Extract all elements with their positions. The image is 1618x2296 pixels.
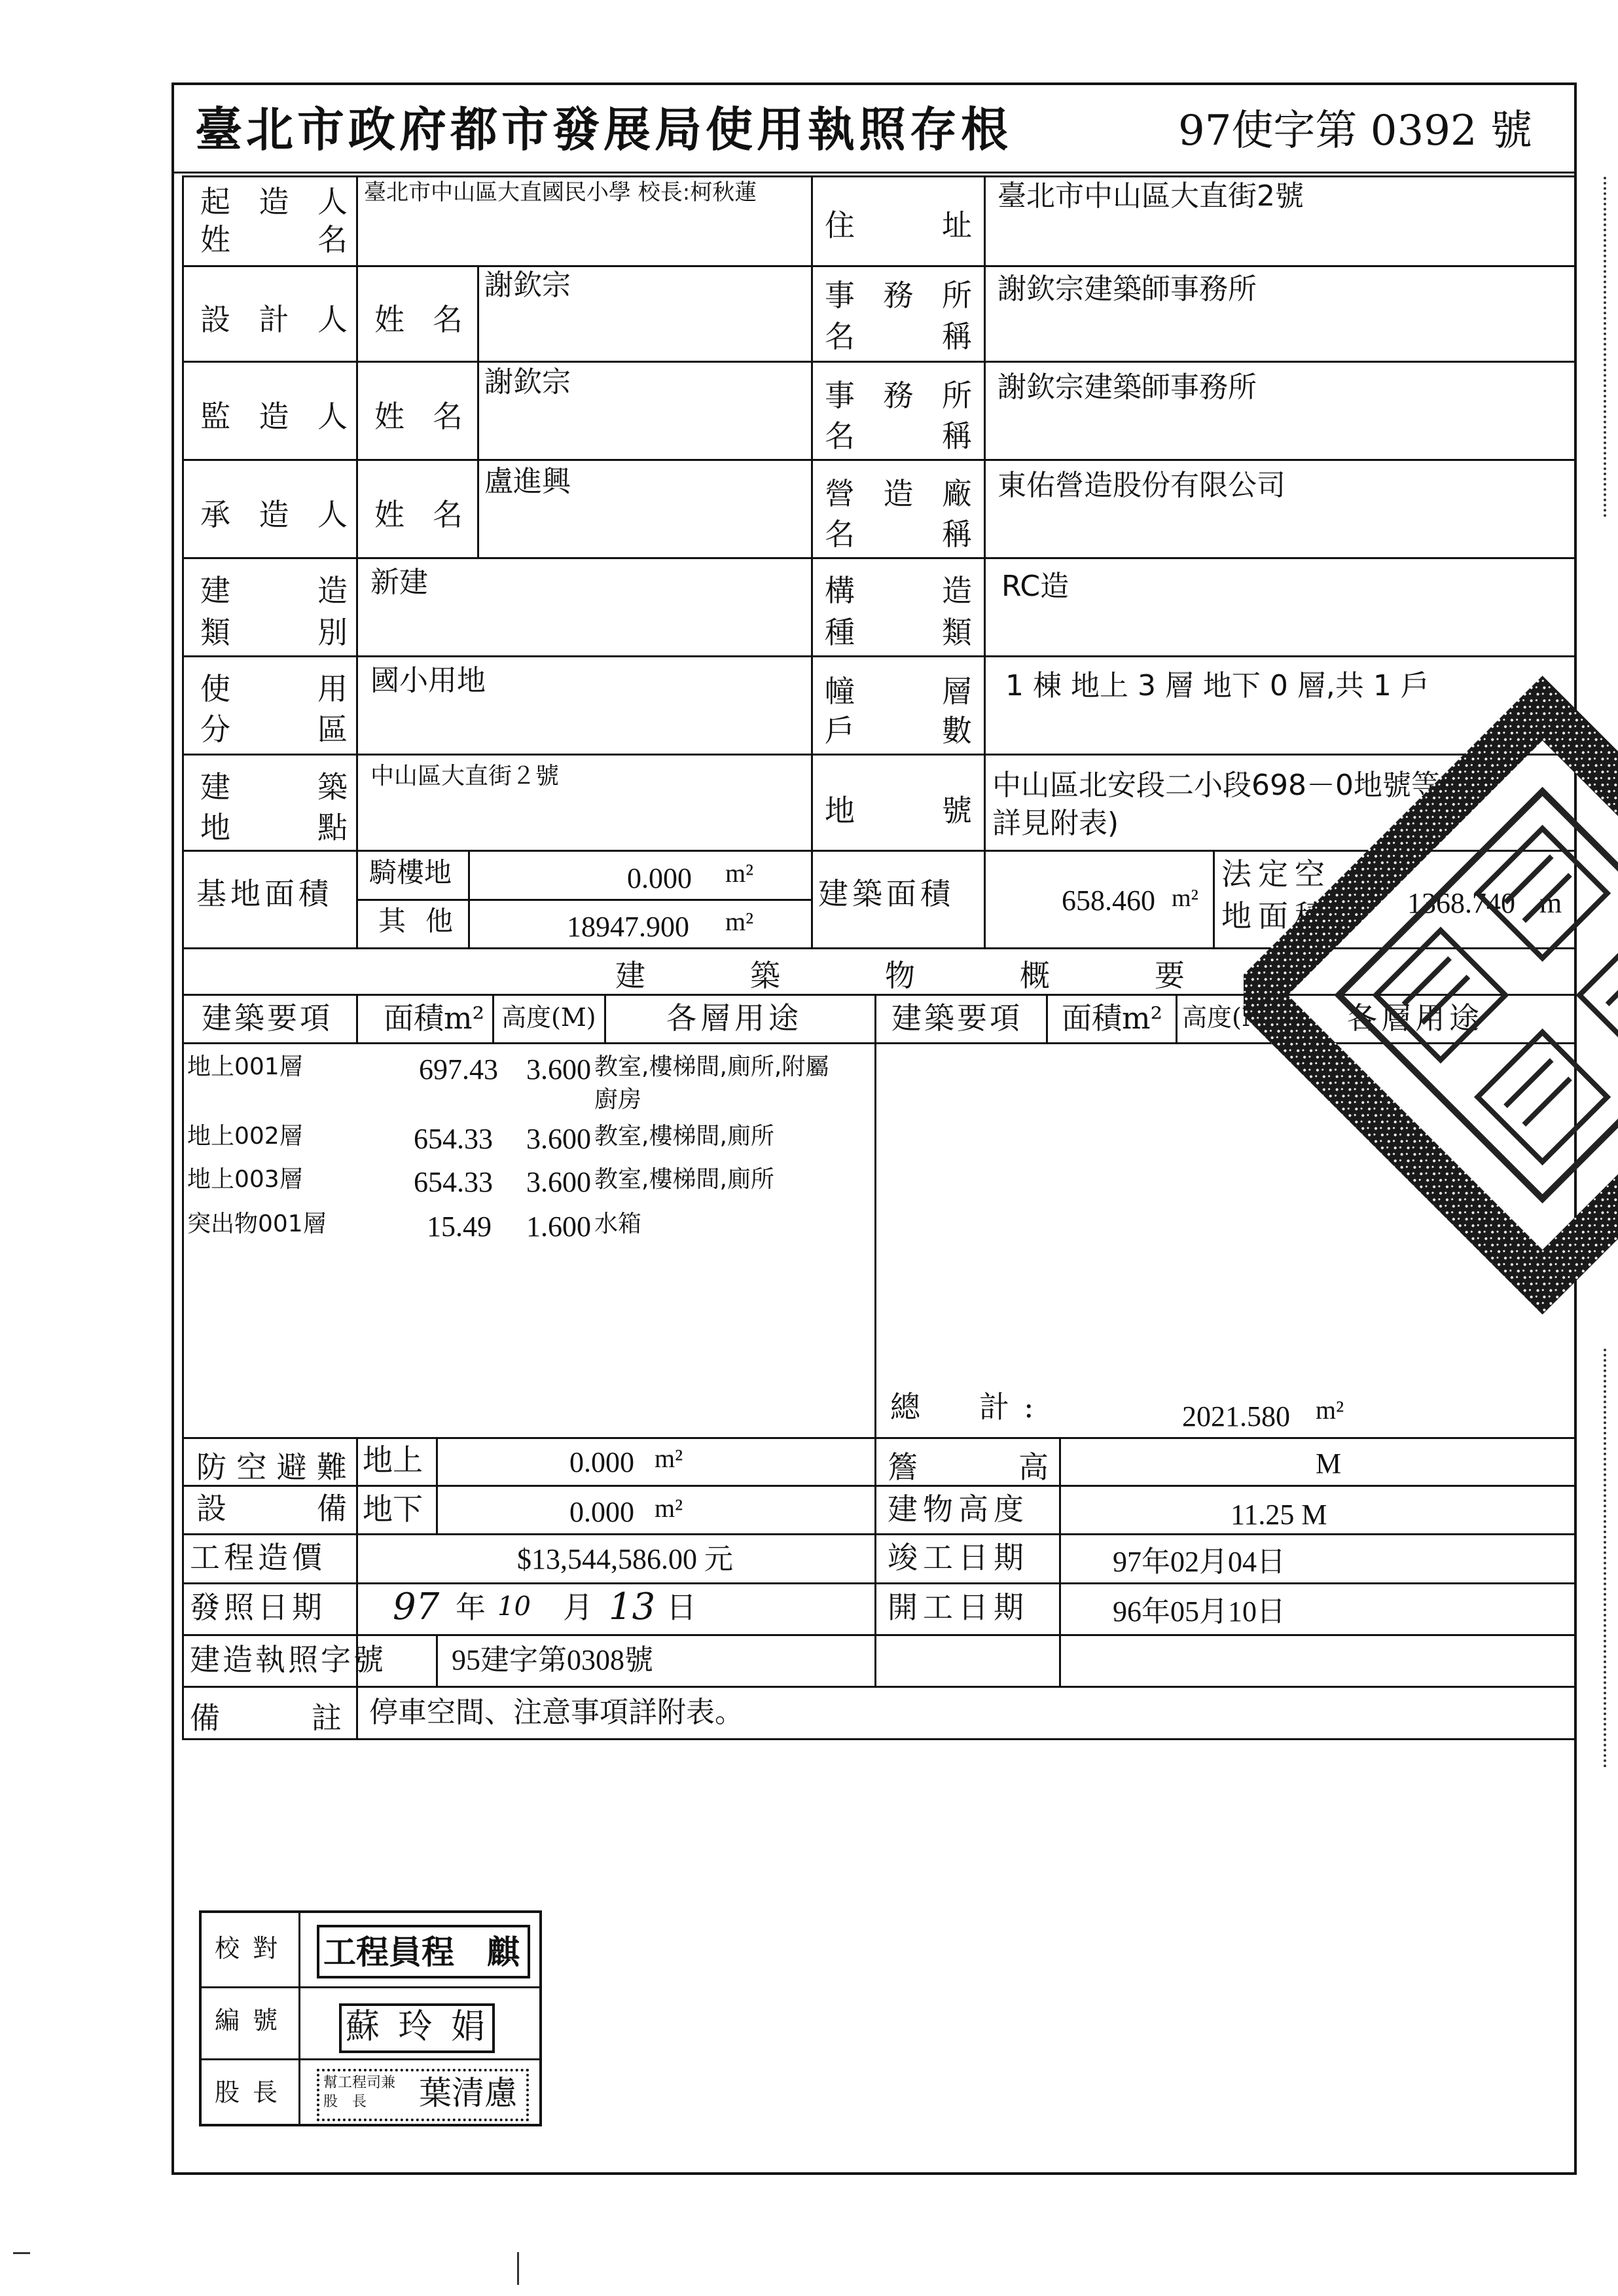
supervisor-office: 謝欽宗建築師事務所: [998, 371, 1257, 404]
structure-value: RC造: [1001, 570, 1070, 603]
shelter-label: 防 空 避 難: [196, 1449, 347, 1485]
issue-day: 13: [609, 1586, 656, 1628]
eave-value: M: [1316, 1448, 1342, 1480]
builder-name: 臺北市中山區大直國民小學 校長:柯秋蓮: [364, 179, 757, 206]
header-item-2: 建築要項: [891, 1000, 1022, 1036]
completion-label: 竣工日期: [888, 1540, 1029, 1575]
cost-label: 工程造價: [190, 1540, 326, 1575]
issue-month: 10: [497, 1592, 531, 1622]
building-height: 11.25 M: [1231, 1499, 1327, 1531]
issue-year-unit: 年: [456, 1590, 486, 1625]
total-label: 總 計:: [890, 1389, 1049, 1425]
header-area-2: 面積m²: [1062, 1000, 1163, 1036]
header-use: 各層用途: [666, 1000, 802, 1036]
header-item: 建築要項: [202, 1000, 333, 1036]
permit-number: 97使字第 0392 號: [1178, 107, 1532, 155]
total-unit: m²: [1316, 1395, 1344, 1425]
document-title: 臺北市政府都市發展局使用執照存根: [195, 101, 1013, 157]
building-area: 658.460: [1062, 884, 1155, 917]
issue-label: 發照日期: [190, 1590, 326, 1625]
designer-name: 謝欽宗: [484, 268, 571, 302]
structure-label: 構 造: [825, 573, 972, 608]
completion-date: 97年02月04日: [1113, 1546, 1285, 1578]
cost-value: $13,544,586.00 元: [517, 1543, 733, 1575]
issue-day-unit: 日: [666, 1590, 696, 1625]
designer-office: 謝欽宗建築師事務所: [998, 272, 1257, 306]
eave-label: 簷 高: [888, 1449, 1049, 1485]
signoff-number-label: 編號: [215, 2006, 291, 2035]
supervisor-name: 謝欽宗: [484, 365, 571, 399]
lot-value-cont: 詳見附表): [992, 807, 1119, 840]
header-height: 高度(M): [501, 1003, 596, 1032]
remarks-label: 備 註: [190, 1700, 342, 1736]
issue-year: 97: [393, 1586, 440, 1628]
total-area: 2021.580: [1182, 1400, 1290, 1432]
start-label: 開工日期: [888, 1590, 1029, 1625]
shelter-above-label: 地上: [363, 1442, 423, 1478]
license-label: 建造執照字號: [190, 1642, 386, 1677]
overview-title: 建 築 物 概 要: [615, 958, 1185, 993]
lot-value: 中山區北安段二小段698－0地號等: [992, 769, 1440, 802]
contractor-label: 承 造 人: [200, 497, 348, 532]
shelter-below-unit: m²: [655, 1493, 683, 1523]
designer-label: 設 計 人: [200, 302, 348, 337]
other-area: 18947.900: [567, 911, 689, 943]
floors-value: 1 棟 地上 3 層 地下 0 層,共 1 戶: [1005, 669, 1429, 702]
header-use-2: 各層用途: [1347, 1000, 1483, 1036]
license-value: 95建字第0308號: [452, 1644, 653, 1676]
shelter-above: 0.000: [569, 1446, 634, 1478]
address-label: 住 址: [825, 208, 972, 243]
arcade-unit: m²: [725, 858, 754, 888]
header-area: 面積m²: [384, 1000, 485, 1036]
location-value: 中山區大直街２號: [370, 763, 560, 790]
other-label: 其他: [378, 905, 473, 937]
build-type-value: 新建: [370, 566, 428, 599]
other-unit: m²: [725, 907, 754, 936]
location-label: 建 築: [200, 769, 348, 805]
signoff-proof-label: 校對: [215, 1934, 291, 1963]
start-date: 96年05月10日: [1113, 1595, 1285, 1628]
zoning-label: 使 用: [200, 671, 348, 706]
building-height-label: 建物高度: [888, 1491, 1029, 1527]
floors-label: 幢 層: [825, 674, 972, 709]
building-area-unit: m²: [1172, 884, 1198, 912]
arcade-label: 騎樓地: [369, 856, 452, 888]
remarks-value: 停車空間、注意事項詳附表。: [369, 1696, 744, 1729]
arcade-area: 0.000: [627, 862, 692, 894]
open-area-label: 法定空: [1221, 856, 1331, 892]
open-area: 1368.740: [1407, 887, 1515, 919]
site-area-label: 基地面積: [196, 876, 333, 911]
building-area-label: 建築面積: [818, 876, 954, 911]
contractor-name: 盧進興: [484, 465, 571, 498]
margin-marks: [1604, 177, 1610, 517]
shelter-below: 0.000: [569, 1496, 634, 1528]
open-area-unit: m: [1539, 887, 1562, 919]
contractor-company: 東佑營造股份有限公司: [998, 469, 1285, 502]
shelter-below-label: 地下: [363, 1491, 423, 1527]
margin-marks-lower: [1604, 1349, 1610, 1768]
shelter-above-unit: m²: [655, 1444, 683, 1473]
builder-label: 起 造 人: [200, 184, 348, 219]
zoning-value: 國小用地: [370, 664, 486, 697]
header-height-2: 高度(M): [1182, 1003, 1277, 1032]
build-type-label: 建 造: [200, 573, 348, 608]
builder-address: 臺北市中山區大直街2號: [998, 179, 1304, 213]
supervisor-label: 監 造 人: [200, 399, 348, 434]
issue-month-unit: 月: [563, 1590, 593, 1625]
signoff-chief-label: 股長: [215, 2078, 291, 2107]
official-seal: [1244, 629, 1618, 1362]
lot-label: 地 號: [825, 793, 972, 828]
